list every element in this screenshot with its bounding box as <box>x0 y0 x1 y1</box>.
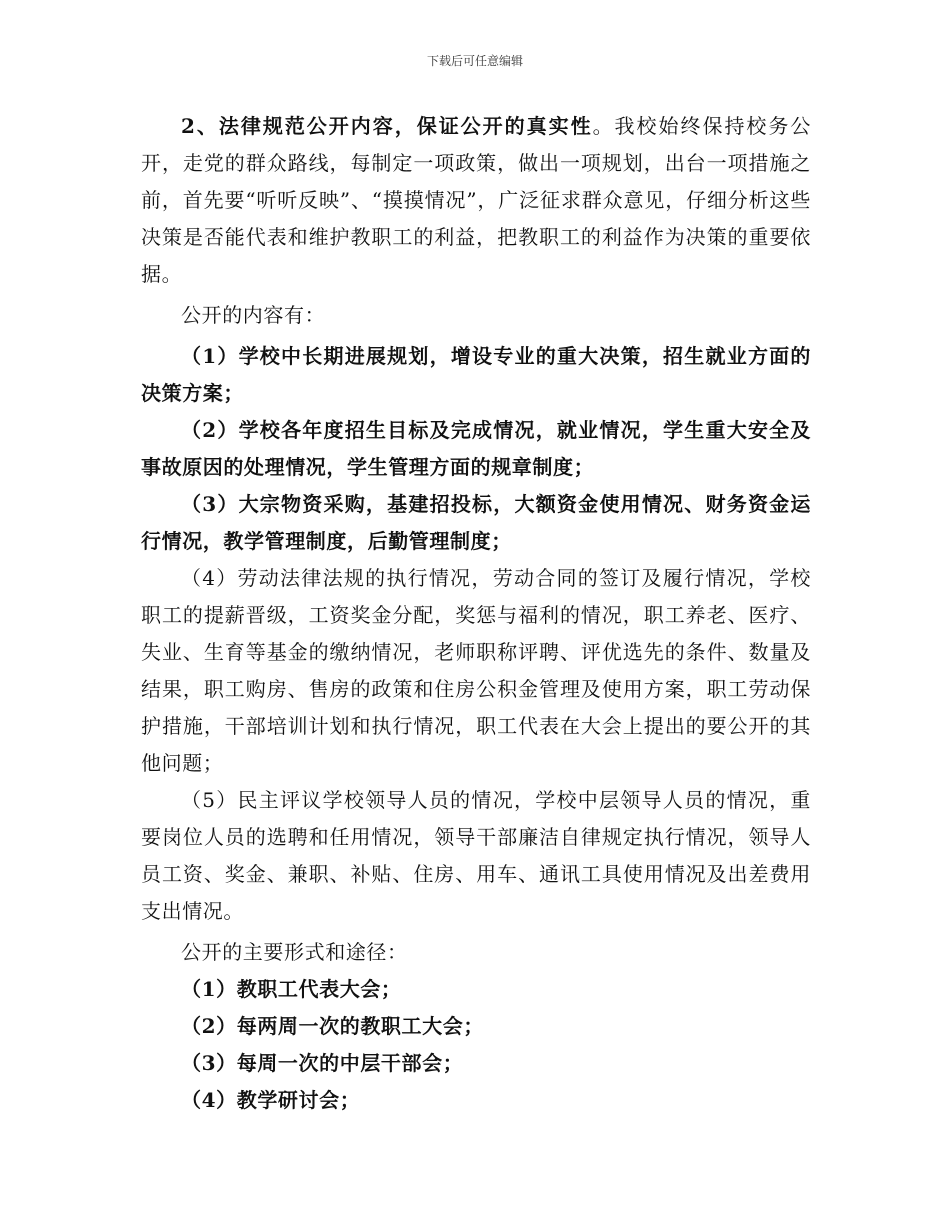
document-body <box>141 108 811 1119</box>
form-item-2: （2）每两周一次的教职工大会； <box>181 1014 484 1038</box>
paragraph-legal-standard <box>141 108 811 293</box>
content-item-1: （1）学校中长期进展规划，增设专业的重大决策，招生就业方面的决策方案； <box>141 344 811 405</box>
form-item-4: （4）教学研讨会； <box>181 1088 361 1112</box>
content-item-3: （3）大宗物资采购，基建招投标，大额资金使用情况、财务资金运行情况，教学管理制度，后勤管理制度； <box>141 492 811 553</box>
form-item-1: （1）教职工代表大会； <box>181 977 402 1001</box>
content-item-2: （2）学校各年度招生目标及完成情况，就业情况，学生重大安全及事故原因的处理情况，学生管理方面的规章制度； <box>141 418 811 479</box>
page-header: 下载后可任意编辑 <box>426 54 523 68</box>
content-item-4: （4）劳动法律法规的执行情况，劳动合同的签订及履行情况，学校职工的提薪晋级，工资奖金分配，奖惩与福利的情况，职工养老、医疗、失业、生育等基金的缴纳情况，老师职称评聘、评优选先的条件、数量及结果，职工购房、售房的政策和住房公积金管理及使用方案，职工劳动保护措施，干部培训计划和执行情况，职工代表在大会上提出的要公开的其他问题； <box>141 566 811 775</box>
forms-intro: 公开的主要形式和途径： <box>181 940 408 964</box>
form-item-3: （3）每周一次的中层干部会； <box>181 1051 464 1075</box>
paragraph-heading: 2、法律规范公开内容，保证公开的真实性 <box>181 114 593 138</box>
paragraph-text: 。我校始终保持校务公开，走党的群众路线，每制定一项政策，做出一项规划，出台一项措施之前，首先要“听听反映”、“摸摸情况”，广泛征求群众意见，仔细分析这些决策是否能代表和维护教职工的利益，把教职工的利益作为决策的重要依据。 <box>141 114 811 286</box>
content-intro: 公开的内容有： <box>181 303 326 327</box>
content-item-5: （5）民主评议学校领导人员的情况，学校中层领导人员的情况，重要岗位人员的选聘和任用情况，领导干部廉洁自律规定执行情况，领导人员工资、奖金、兼职、补贴、住房、用车、通讯工具使用情况及出差费用支出情况。 <box>141 788 811 923</box>
